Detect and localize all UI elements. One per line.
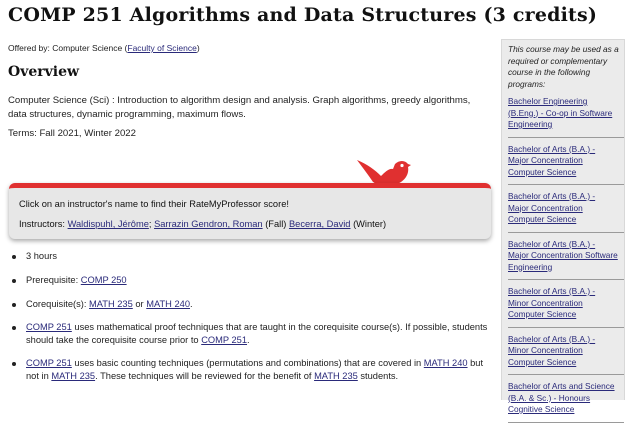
list-item-note-proof — [8, 321, 488, 347]
faculty-link[interactable]: Faculty of Science — [127, 43, 197, 53]
course-details-list — [8, 246, 488, 383]
offered-prefix: Offered by: Computer Science ( — [8, 43, 128, 53]
prereq-label: Prerequisite: — [26, 275, 81, 285]
note1-link-comp251-2[interactable]: COMP 251 — [201, 335, 248, 345]
coreq-end: . — [190, 299, 193, 309]
note1-end: . — [247, 335, 250, 345]
note2-text-3: . These techniques will be reviewed for the benefit of — [95, 371, 312, 381]
note2-link-math240[interactable]: MATH 240 — [423, 358, 468, 368]
sidebar-item-program[interactable]: Bachelor of Arts (B.A.) - Major Concentration Software Engineering — [508, 239, 624, 281]
coreq-label: Corequisite(s): — [26, 299, 90, 309]
programs-sidebar — [501, 39, 625, 414]
course-terms: Terms: Fall 2021, Winter 2022 — [8, 128, 136, 139]
coreq-link-math240[interactable]: MATH 240 — [146, 299, 190, 309]
instructor-separator: ; — [148, 219, 152, 229]
sidebar-item-program[interactable]: Bachelor Engineering (B.Eng.) - Co-op in Software Engineering — [508, 96, 624, 138]
sidebar-item-program[interactable]: Bachelor of Arts and Science (B.A. & Sc.) - Honours Cognitive Science — [508, 381, 624, 423]
sidebar-item-program[interactable]: Bachelor of Arts (B.A.) - Major Concentration Computer Science — [508, 191, 624, 233]
course-title: COMP 251 Algorithms and Data Structures (3 credits) — [8, 4, 598, 26]
note2-link-math235[interactable]: MATH 235 — [51, 371, 96, 381]
coreq-link-math235[interactable]: MATH 235 — [89, 299, 133, 309]
list-item-note-counting — [8, 357, 488, 383]
note2-text-1: uses basic counting techniques (permutations and combinations) that are covered in — [74, 358, 422, 368]
term-fall: (Fall) — [265, 219, 287, 229]
hours-text: 3 hours — [26, 251, 58, 261]
sidebar-item-program[interactable]: Bachelor of Arts (B.A.) - Minor Concentration Computer Science — [508, 286, 624, 328]
note2-link-comp251[interactable]: COMP 251 — [26, 358, 72, 368]
instructors-line — [19, 219, 386, 229]
instructors-label: Instructors: — [19, 219, 68, 229]
list-item-corequisite — [8, 298, 488, 311]
note1-text: uses mathematical proof techniques that are taught in the corequisite course(s). If possible, students should take the corequisite course prior to — [26, 322, 488, 345]
overview-heading: Overview — [8, 64, 80, 80]
note2-text-4: students. — [360, 371, 399, 381]
offered-by — [8, 43, 200, 53]
coreq-or: or — [135, 299, 144, 309]
instructor-link-waldispuhl[interactable]: Waldispuhl, Jérôme — [67, 219, 149, 229]
sidebar-item-program[interactable]: Bachelor of Arts (B.A.) - Major Concentration Computer Science — [508, 144, 624, 186]
sidebar-intro: This course may be used as a required or complementary course in the following programs: — [508, 44, 619, 89]
note1-link-comp251[interactable]: COMP 251 — [26, 322, 72, 332]
note2-link-math235-2[interactable]: MATH 235 — [314, 371, 358, 381]
note2-text-2: but not in — [26, 358, 484, 381]
list-item-prerequisite — [8, 274, 488, 287]
instructor-link-sarrazin-gendron[interactable]: Sarrazin Gendron, Roman — [154, 219, 263, 229]
prereq-link-comp250[interactable]: COMP 250 — [80, 275, 127, 285]
ratemyprofessor-panel — [9, 183, 491, 239]
instructor-link-becerra[interactable]: Becerra, David — [288, 219, 351, 229]
sidebar-program-list — [502, 96, 624, 423]
course-description: Computer Science (Sci) : Introduction to algorithm design and analysis. Graph algorithms, greedy algorithms, data structures, dynamic programming, maximum flows. — [8, 95, 471, 120]
list-item-hours — [8, 250, 488, 263]
rmp-message: Click on an instructor's name to find their RateMyProfessor score! — [19, 199, 289, 209]
sidebar-item-program[interactable]: Bachelor of Arts (B.A.) - Minor Concentration Computer Science — [508, 334, 624, 376]
term-winter: (Winter) — [353, 219, 387, 229]
offered-suffix: ) — [196, 43, 200, 53]
